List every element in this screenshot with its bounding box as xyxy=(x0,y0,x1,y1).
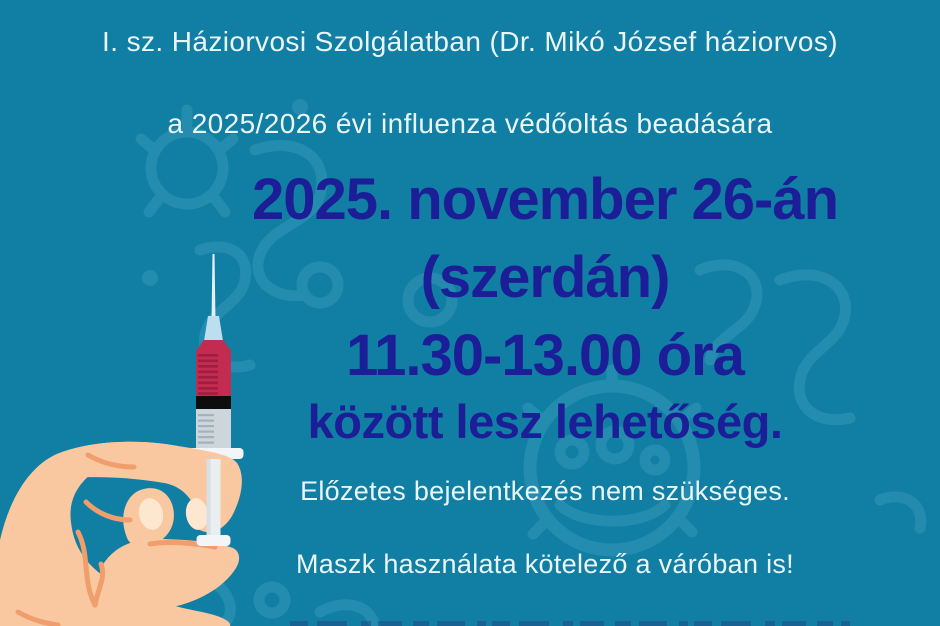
syringe-icon xyxy=(185,254,244,459)
info-mask-required: Maszk használata kötelező a váróban is! xyxy=(296,549,794,579)
campaign-line: a 2025/2026 évi influenza védőoltás beadására xyxy=(167,108,773,139)
hand-holding-syringe-icon xyxy=(0,240,300,626)
headline-day: (szerdán) xyxy=(420,245,670,310)
headline-note: között lesz lehetőség. xyxy=(307,395,783,448)
info-no-appointment: Előzetes bejelentkezés nem szükséges. xyxy=(300,476,790,506)
hand-icon xyxy=(0,442,242,626)
headline-time: 11.30-13.00 óra xyxy=(346,323,744,388)
clinic-name-line: I. sz. Háziorvosi Szolgálatban (Dr. Mikó József háziorvos) xyxy=(102,26,838,57)
headline-date: 2025. november 26-án xyxy=(251,167,839,232)
